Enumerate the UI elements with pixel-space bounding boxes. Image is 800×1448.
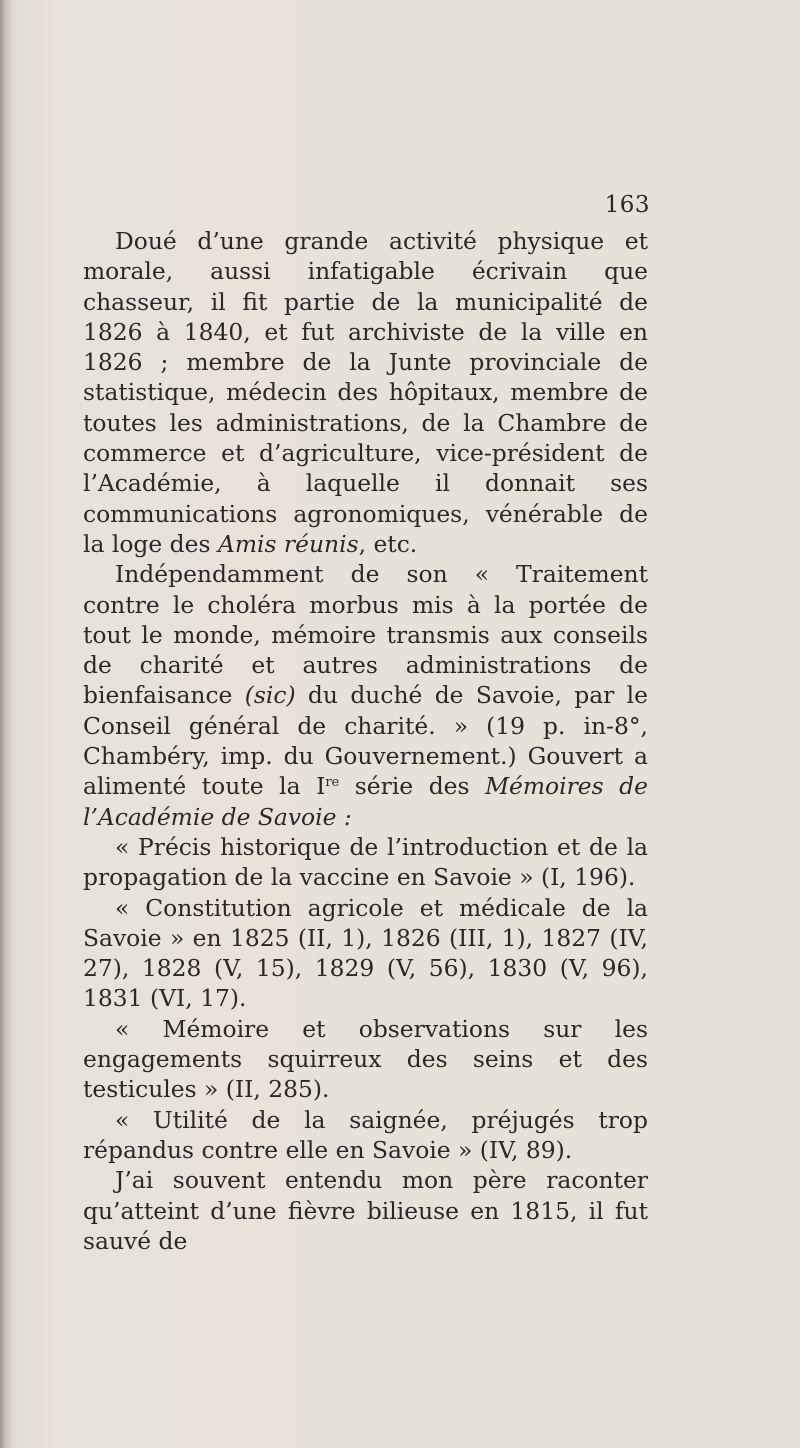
paragraph (83, 559, 648, 832)
superscript-text: re (325, 775, 340, 791)
paragraph (83, 1014, 648, 1105)
page-gutter (0, 0, 12, 1448)
text-run: « Utilité de la saignée, préjugés trop répandus contre elle en Savoie » (IV, 89). (83, 1105, 648, 1164)
italic-text-run: Amis réunis (217, 529, 359, 558)
paragraph (83, 1165, 648, 1256)
text-run: série des (339, 772, 486, 801)
text-run: Indépendamment de son « Traitement contre le choléra morbus mis à la portée de tout le monde, mémoire transmis aux conseils de charité et autres administrations de bienfaisance (83, 560, 648, 710)
paragraph (83, 226, 648, 559)
italic-text-run: Mémoires de l’Académie de Savoie : (83, 772, 648, 831)
text-run: J’ai souvent entendu mon père raconter qu’atteint d’une fièvre bilieuse en 1815, il fut sauvé de (83, 1166, 648, 1255)
text-run: du duché de Savoie, par le Conseil général de charité. » (19 p. in-8°, Chambéry, imp. du Gouvernement.) Gouvert a alimenté toute la I (83, 681, 648, 801)
paragraph (83, 832, 648, 893)
paragraph (83, 893, 648, 1014)
text-run: « Constitution agricole et médicale de la Savoie » en 1825 (II, 1), 1826 (III, 1), 1827 (IV, 27), 1828 (V, 15), 1829 (V, 56), 1830 (V, 96), 1831 (VI, 17). (83, 893, 648, 1013)
text-run: Doué d’une grande activité physique et morale, aussi infatigable écrivain que chasseur, il fit partie de la municipalité de 1826 à 1840, et fut archiviste de la ville en 1826 ; membre de la Junte provinciale de statistique, médecin des hôpitaux, membre de toutes les administrations, de la Chambre de commerce et d’agriculture, vice-président de l’Académie, à laquelle il donnait ses communications agronomiques, vénérable de la loge des (83, 227, 648, 558)
text-run: , etc. (358, 529, 418, 558)
italic-text-run: (sic) (244, 681, 296, 710)
paragraph (83, 1105, 648, 1166)
page-number: 163 (604, 192, 650, 218)
body-text (83, 226, 648, 1256)
text-run: « Mémoire et observations sur les engagements squirreux des seins et des testicules » (II, 285). (83, 1014, 648, 1104)
text-run: « Précis historique de l’introduction et de la propagation de la vaccine en Savoie » (I, 196). (83, 832, 648, 892)
